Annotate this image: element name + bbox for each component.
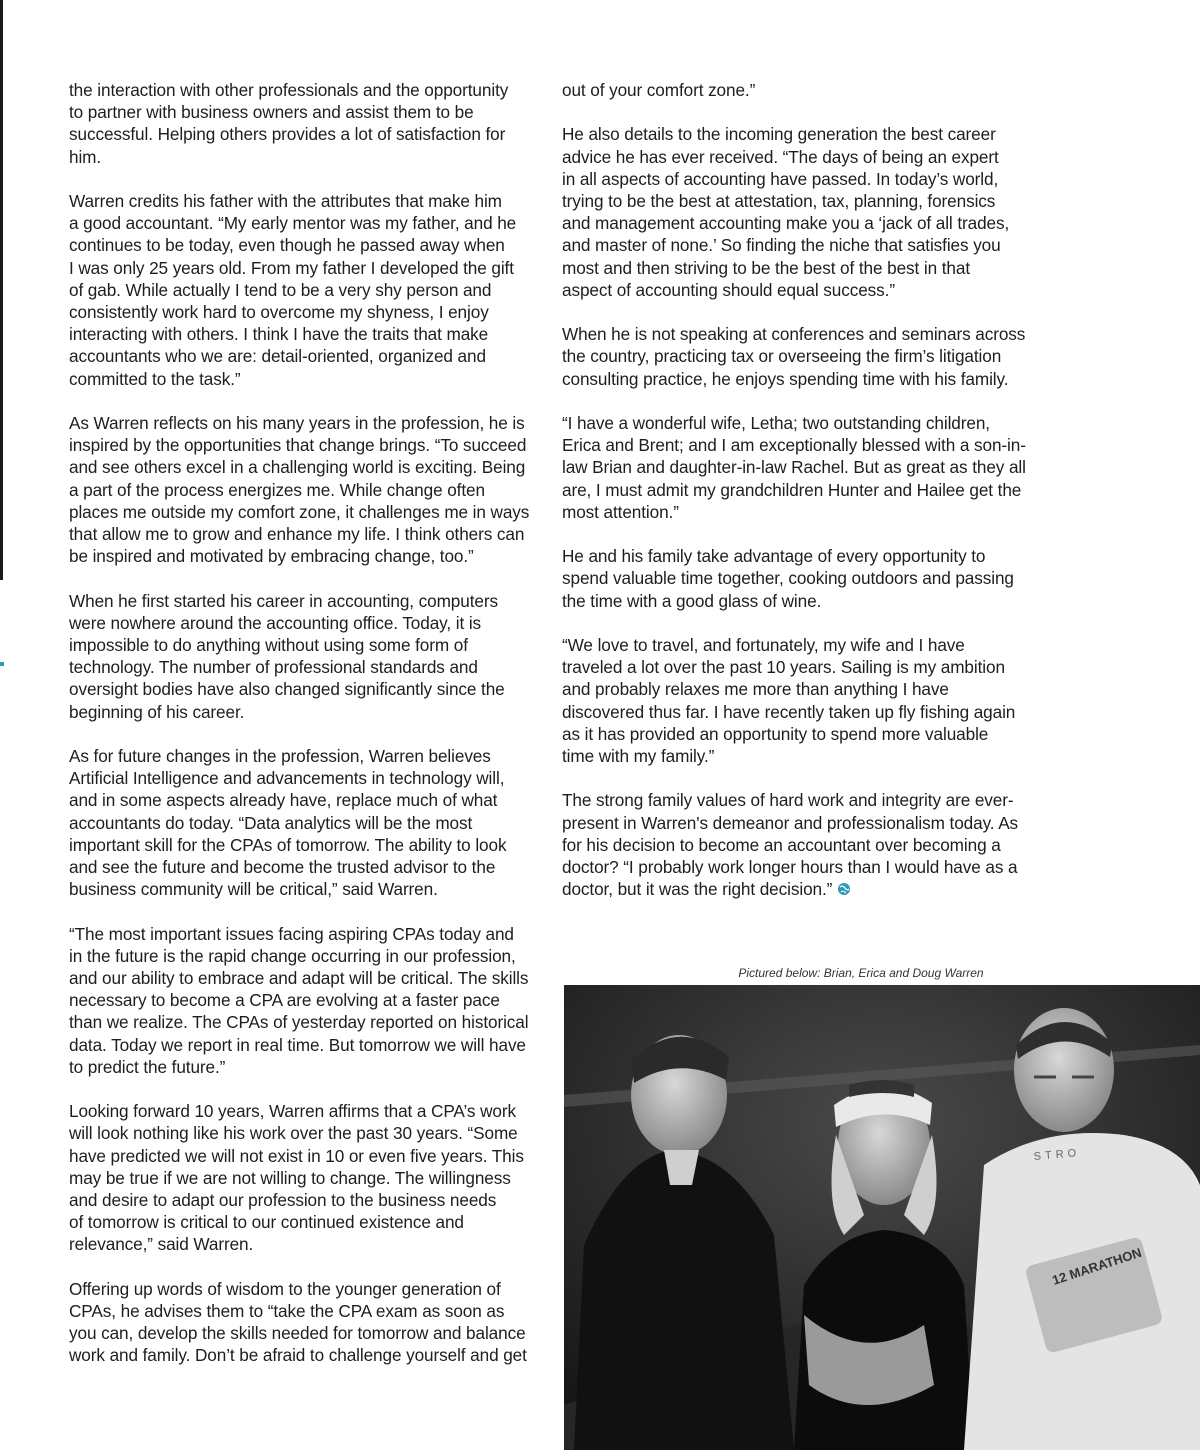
paragraph: “The most important issues facing aspiring CPAs today and in the future is the rapid change occurring in our profession, and our ability to embrace and adapt will be critical. The skills necessary to become a CPA are evolving at a faster pace than we realize. The CPAs of yesterday reported on historical data. Today we report in real time. But tomorrow we will have to predict the future.” xyxy=(69,923,529,1077)
paragraph: Warren credits his father with the attributes that make him a good accountant. “My early mentor was my father, and he continues to be today, even though he passed away when I was only 25 years old. From my father I developed the gift of gab. While actually I tend to be a very shy person and consistently work hard to overcome my shyness, I enjoy interacting with others. I think I have the traits that make accountants who we are: detail-oriented, organized and committed to the task.” xyxy=(69,191,517,389)
paragraph: “I have a wonderful wife, Letha; two outstanding children, Erica and Brent; and I am exceptionally blessed with a son-in- law Brian and daughter-in-law Rachel. But as great as they all are, I must admit my grandchildren Hunter and Hailee get the most attention.” xyxy=(562,413,1026,522)
closing-text: The strong family values of hard work and integrity are ever- present in Warren's demeanor and professionalism today. As for his decision to become an accountant over becoming a doctor? “I probably work longer hours than I would have as a doctor, but it was the right decision.” xyxy=(562,790,1019,900)
left-column xyxy=(69,79,545,1389)
paragraph: As Warren reflects on his many years in the profession, he is inspired by the opportunities that change brings. “To succeed and see others excel in a challenging world is exciting. Being a part of the process energizes me. While change often places me outside my comfort zone, it challenges me in ways that allow me to grow and enhance my life. I think others can be inspired and motivated by embracing change, too.” xyxy=(69,413,530,567)
closing-paragraph xyxy=(562,789,1040,901)
photo-caption: Pictured below: Brian, Erica and Doug Warren xyxy=(738,966,984,980)
shirt-text: STRO xyxy=(1033,1146,1081,1163)
page-edge-tick xyxy=(0,662,4,666)
globe-end-mark-icon xyxy=(837,879,851,901)
right-column xyxy=(562,79,1040,924)
paragraph: He also details to the incoming generation the best career advice he has ever received. “The days of being an expert in all aspects of accounting have passed. In today’s world, trying to be the best at attestation, tax, planning, forensics and management accounting make you a ‘jack of all trades, and master of none.’ So finding the niche that satisfies you most and then striving to be the best of the best in that aspect of accounting should equal success.” xyxy=(562,124,1010,300)
paragraph: When he first started his career in accounting, computers were nowhere around the accounting office. Today, it is impossible to do anything without using some form of technology. The number of professional standards and oversight bodies have also changed significantly since the beginning of his career. xyxy=(69,590,505,722)
paragraph: As for future changes in the profession, Warren believes Artificial Intelligence and advancements in technology will, and in some aspects already have, replace much of what accountants do today. “Data analytics will be the most important skill for the CPAs of tomorrow. The ability to look and see the future and become the trusted advisor to the business community will be critical,” said Warren. xyxy=(69,746,507,900)
paragraph: Looking forward 10 years, Warren affirms that a CPA’s work will look nothing like his work over the past 30 years. “Some have predicted we will not exist in 10 or even five years. This may be true if we are not willing to change. The willingness and desire to adapt our profession to the business needs of tomorrow is critical to our continued existence and relevance,” said Warren. xyxy=(69,1101,524,1255)
page-edge-bar xyxy=(0,0,3,580)
paragraph: “We love to travel, and fortunately, my wife and I have traveled a lot over the past 10 years. Sailing is my ambition and probably relaxes me more than anything I have discovered thus far. I have recently taken up fly fishing again as it has provided an opportunity to spend more valuable time with my family.” xyxy=(562,635,1016,767)
family-photo xyxy=(564,985,1200,1450)
paragraph: He and his family take advantage of every opportunity to spend valuable time together, cooking outdoors and passing the time with a good glass of wine. xyxy=(562,546,1014,611)
paragraph: the interaction with other professionals and the opportunity to partner with business owners and assist them to be successful. Helping others provides a lot of satisfaction for him. xyxy=(69,80,509,167)
paragraph: Offering up words of wisdom to the younger generation of CPAs, he advises them to “take the CPA exam as soon as you can, develop the skills needed for tomorrow and balance work and family. Don’t be afraid to challenge yourself and get xyxy=(69,1278,527,1366)
paragraph: When he is not speaking at conferences and seminars across the country, practicing tax or overseeing the firm’s litigation consulting practice, he enjoys spending time with his family. xyxy=(562,324,1026,389)
bib-text: 12 MARATHON xyxy=(1050,1244,1144,1288)
paragraph: out of your comfort zone.” xyxy=(562,80,756,100)
